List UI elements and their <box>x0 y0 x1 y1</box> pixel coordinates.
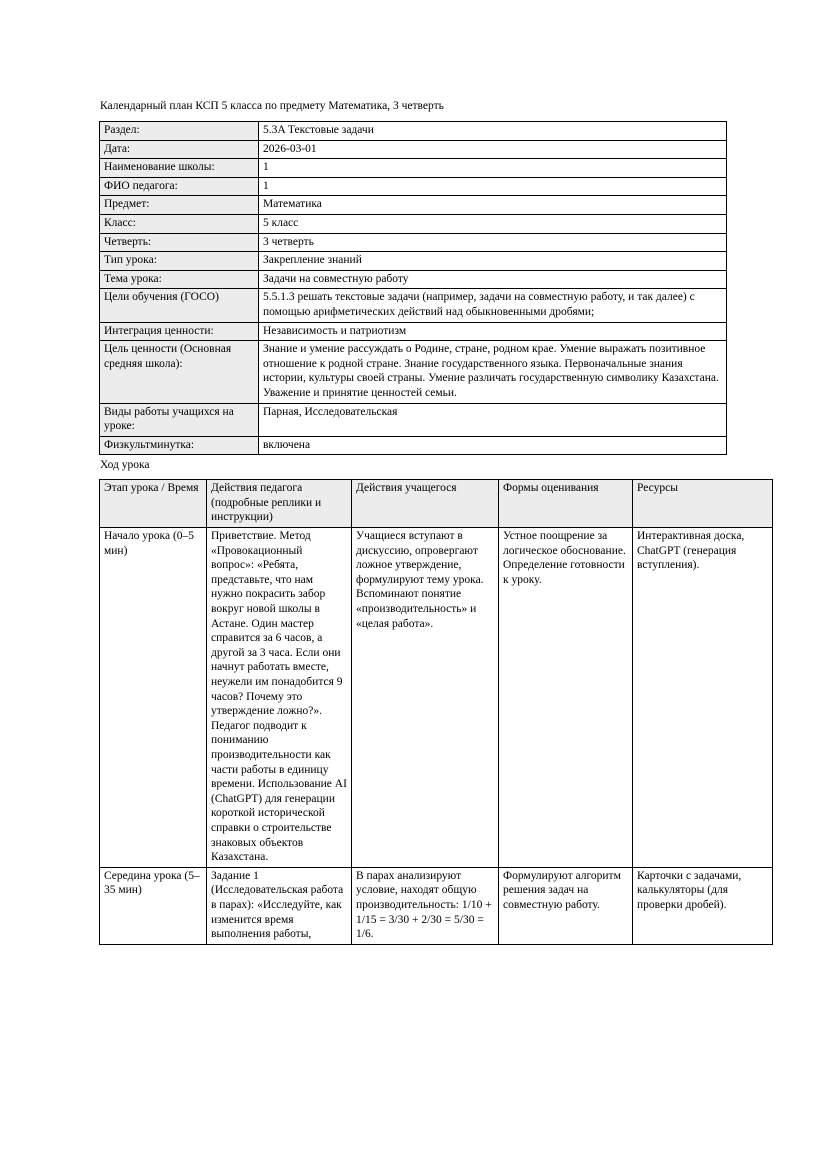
info-label: Интеграция ценности: <box>100 322 259 341</box>
info-label: Виды работы учащихся на уроке: <box>100 403 259 436</box>
lesson-info-table <box>99 121 727 455</box>
lesson-info-table-body <box>100 122 727 455</box>
column-header-teacher: Действия педагога (подробные реплики и инструкции) <box>207 480 352 528</box>
table-row <box>100 528 773 868</box>
cell-teacher: Задание 1 (Исследовательская работа в парах): «Исследуйте, как изменится время выполнения работы, <box>207 867 352 944</box>
section-label-lesson-flow: Ход урока <box>100 459 150 472</box>
table-row <box>100 140 727 159</box>
info-label: Класс: <box>100 214 259 233</box>
info-value: 5.3A Текстовые задачи <box>259 122 727 141</box>
table-header-row <box>100 480 773 528</box>
table-row <box>100 159 727 178</box>
info-label: Цели обучения (ГОСО) <box>100 289 259 322</box>
info-label: Тип урока: <box>100 252 259 271</box>
info-label: Предмет: <box>100 196 259 215</box>
table-row <box>100 341 727 403</box>
lesson-flow-table-head <box>100 480 773 528</box>
cell-assessment: Формулируют алгоритм решения задач на совместную работу. <box>499 867 633 944</box>
cell-resources: Интерактивная доска, ChatGPT (генерация вступления). <box>633 528 773 868</box>
table-row <box>100 436 727 455</box>
info-label: Четверть: <box>100 233 259 252</box>
table-row <box>100 403 727 436</box>
info-value: Закрепление знаний <box>259 252 727 271</box>
cell-stage: Начало урока (0–5 мин) <box>100 528 207 868</box>
table-row <box>100 322 727 341</box>
info-value: 3 четверть <box>259 233 727 252</box>
info-label: Наименование школы: <box>100 159 259 178</box>
table-row <box>100 177 727 196</box>
table-row <box>100 122 727 141</box>
info-label: ФИО педагога: <box>100 177 259 196</box>
info-value: Знание и умение рассуждать о Родине, стране, родном крае. Умение выражать позитивное отношение к родной стране. Знание государственного языка. Первоначальные знания истории, культуры своей страны. Умение различать государственную символику Казахстана. Уважение и принятие ценностей семьи. <box>259 341 727 403</box>
info-label: Цель ценности (Основная средняя школа): <box>100 341 259 403</box>
cell-teacher: Приветствие. Метод «Провокационный вопрос»: «Ребята, представьте, что нам нужно покрасить забор вокруг новой школы в Астане. Один мастер справится за 6 часов, а другой за 3 часа. Если они начнут работать вместе, неужели им понадобится 9 часов? Почему это утверждение ложно?». Педагог подводит к пониманию производительности как части работы в единицу времени. Использование AI (ChatGPT) для генерации короткой исторической справки о строительстве знаковых объектов Казахстана. <box>207 528 352 868</box>
column-header-stage: Этап урока / Время <box>100 480 207 528</box>
column-header-resources: Ресурсы <box>633 480 773 528</box>
info-value: Независимость и патриотизм <box>259 322 727 341</box>
info-label: Физкультминутка: <box>100 436 259 455</box>
cell-student: Учащиеся вступают в дискуссию, опровергают ложное утверждение, формулируют тему урока. Вспоминают понятие «производительность» и «целая работа». <box>352 528 499 868</box>
info-value: Задачи на совместную работу <box>259 270 727 289</box>
info-label: Тема урока: <box>100 270 259 289</box>
cell-stage: Середина урока (5–35 мин) <box>100 867 207 944</box>
info-value: 1 <box>259 159 727 178</box>
cell-student: В парах анализируют условие, находят общую производительность: 1/10 + 1/15 = 3/30 + 2/30 = 5/30 = 1/6. <box>352 867 499 944</box>
info-value: 5.5.1.3 решать текстовые задачи (например, задачи на совместную работу, и так далее) с помощью арифметических действий над обыкновенными дробями; <box>259 289 727 322</box>
page-title: Календарный план КСП 5 класса по предмету Математика, 3 четверть <box>100 100 444 112</box>
info-value: 2026-03-01 <box>259 140 727 159</box>
table-row <box>100 867 773 944</box>
table-row <box>100 233 727 252</box>
info-value: 1 <box>259 177 727 196</box>
cell-assessment: Устное поощрение за логическое обоснование. Определение готовности к уроку. <box>499 528 633 868</box>
cell-resources: Карточки с задачами, калькуляторы (для проверки дробей). <box>633 867 773 944</box>
info-label: Раздел: <box>100 122 259 141</box>
table-row <box>100 252 727 271</box>
column-header-assessment: Формы оценивания <box>499 480 633 528</box>
table-row <box>100 196 727 215</box>
lesson-flow-table-body <box>100 528 773 945</box>
info-value: включена <box>259 436 727 455</box>
table-row <box>100 289 727 322</box>
table-row <box>100 270 727 289</box>
info-value: Парная, Исследовательская <box>259 403 727 436</box>
info-value: Математика <box>259 196 727 215</box>
info-value: 5 класс <box>259 214 727 233</box>
table-row <box>100 214 727 233</box>
info-label: Дата: <box>100 140 259 159</box>
column-header-student: Действия учащегося <box>352 480 499 528</box>
lesson-flow-table <box>99 479 773 944</box>
